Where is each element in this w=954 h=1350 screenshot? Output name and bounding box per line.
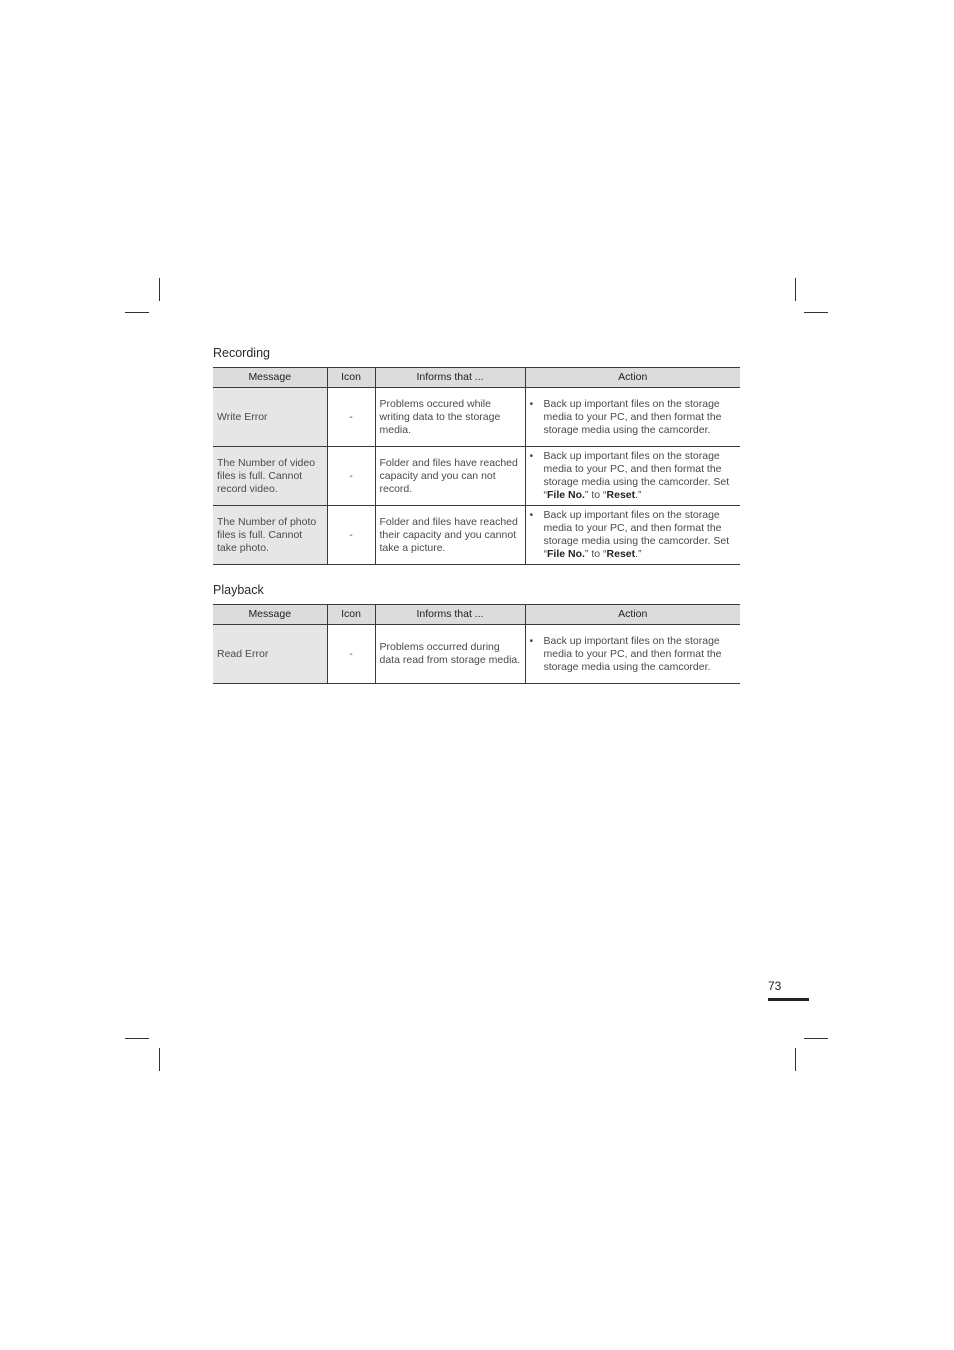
icon-cell: -	[327, 506, 375, 565]
table-row	[213, 388, 740, 447]
header-action: Action	[525, 605, 740, 625]
reset-label: Reset	[606, 548, 636, 560]
table-row	[213, 625, 740, 684]
bullet-icon: •	[529, 634, 534, 647]
crop-mark	[804, 312, 828, 313]
table-header-row	[213, 605, 740, 625]
playback-table	[213, 604, 740, 684]
table-row	[213, 447, 740, 506]
crop-mark	[125, 312, 149, 313]
crop-mark	[159, 278, 160, 301]
action-set-suffix: .”	[635, 548, 642, 560]
bullet-icon: •	[529, 397, 534, 410]
crop-mark	[125, 1038, 149, 1039]
crop-mark	[804, 1038, 828, 1039]
message-cell: The Number of photo files is full. Cannot take photo.	[213, 506, 327, 565]
action-set-suffix: .”	[635, 489, 642, 501]
header-informs: Informs that ...	[375, 605, 525, 625]
section-title-playback: Playback	[213, 583, 264, 597]
informs-cell: Folder and files have reached their capacity and you cannot take a picture.	[375, 506, 525, 565]
crop-mark	[795, 278, 796, 301]
message-cell: Write Error	[213, 388, 327, 447]
action-cell	[525, 625, 740, 684]
icon-cell: -	[327, 625, 375, 684]
action-set-mid: ” to “	[584, 548, 607, 560]
action-cell	[525, 506, 740, 565]
action-cell	[525, 388, 740, 447]
message-cell: Read Error	[213, 625, 327, 684]
table-header-row	[213, 368, 740, 388]
action-text: Back up important files on the storage media to your PC, and then format the storage media using the camcorder.	[543, 450, 722, 488]
recording-table	[213, 367, 740, 565]
header-informs: Informs that ...	[375, 368, 525, 388]
table-row	[213, 506, 740, 565]
bullet-icon: •	[529, 509, 534, 521]
page-number: 73	[768, 979, 782, 993]
informs-cell: Problems occured while writing data to the storage media.	[375, 388, 525, 447]
section-title-recording: Recording	[213, 346, 270, 360]
crop-mark	[159, 1048, 160, 1071]
reset-label: Reset	[606, 489, 636, 501]
bullet-icon: •	[529, 450, 534, 462]
header-icon: Icon	[327, 368, 375, 388]
header-message: Message	[213, 605, 327, 625]
header-action: Action	[525, 368, 740, 388]
icon-cell: -	[327, 388, 375, 447]
action-set-prefix: Set “	[543, 535, 730, 560]
informs-cell: Folder and files have reached capacity and you can not record.	[375, 447, 525, 506]
action-set-prefix: Set “	[543, 476, 730, 501]
action-text: Back up important files on the storage media to your PC, and then format the storage media using the camcorder.	[543, 634, 722, 673]
action-set-mid: ” to “	[584, 489, 607, 501]
action-text: Back up important files on the storage media to your PC, and then format the storage media using the camcorder.	[543, 509, 722, 547]
page-number-bar	[768, 998, 809, 1001]
header-icon: Icon	[327, 605, 375, 625]
crop-mark	[795, 1048, 796, 1071]
file-no-label: File No.	[547, 489, 585, 501]
action-text: Back up important files on the storage media to your PC, and then format the storage media using the camcorder.	[543, 397, 722, 436]
message-cell: The Number of video files is full. Cannot record video.	[213, 447, 327, 506]
icon-cell: -	[327, 447, 375, 506]
action-cell	[525, 447, 740, 506]
header-message: Message	[213, 368, 327, 388]
informs-cell: Problems occurred during data read from storage media.	[375, 625, 525, 684]
file-no-label: File No.	[547, 548, 585, 560]
